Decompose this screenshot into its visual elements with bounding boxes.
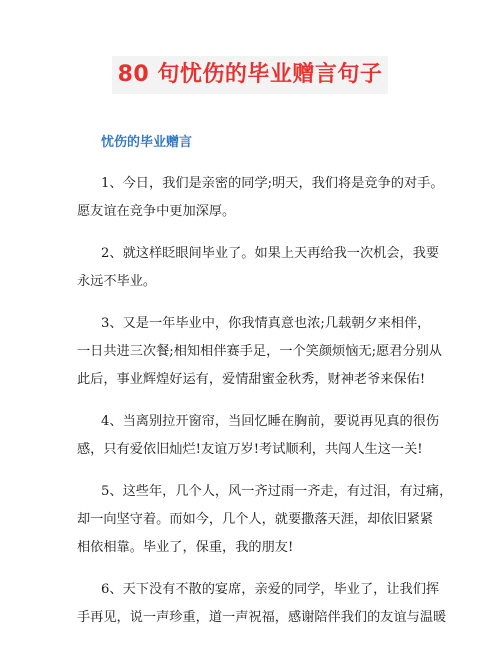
paragraph-5	[77, 478, 453, 562]
paragraph-1	[77, 170, 444, 226]
paragraph-line: 2、就这样眨眼间毕业了。如果上天再给我一次机会，我要	[101, 246, 440, 261]
paragraph-line: 5、这些年，几个人，风一齐过雨一齐走，有过泪，有过痛，	[101, 484, 453, 499]
paragraph-line: 一日共进三次餐;相知相伴赛手足，一个笑颜烦恼无;愿君分别从	[77, 344, 442, 359]
title-container	[0, 56, 500, 94]
paragraph-line: 永远不毕业。	[77, 274, 157, 289]
document-body	[77, 170, 453, 646]
paragraph-line: 相依相靠。毕业了，保重，我的朋友!	[77, 540, 294, 555]
paragraph-line: 却一向坚守着。而如今，几个人，就要撒落天涯，却依旧紧紧	[77, 512, 434, 527]
paragraph-line: 感，只有爱依旧灿烂!友谊万岁!考试顺利，共闯人生这一关!	[77, 442, 423, 457]
paragraph-line: 手再见，说一声珍重，道一声祝福，感谢陪伴我们的友谊与温暖	[77, 610, 447, 625]
paragraph-6	[77, 576, 447, 632]
paragraph-line: 1、今日，我们是亲密的同学;明天，我们将是竞争的对手。	[101, 176, 444, 191]
paragraph-line: 4、当离别拉开窗帘，当回忆睡在胸前，要说再见真的很伤	[101, 414, 440, 429]
paragraph-line: 3、又是一年毕业中，你我情真意也浓;几载朝夕来相伴，	[101, 316, 431, 331]
paragraph-4	[77, 408, 440, 464]
paragraph-line: 此后，事业辉煌好运有，爱情甜蜜金秋秀，财神老爷来保佑!	[77, 372, 426, 387]
document-title: 80 句忧伤的毕业赠言句子	[112, 56, 389, 94]
paragraph-2	[77, 240, 440, 296]
section-heading: 忧伤的毕业赠言	[101, 135, 193, 150]
paragraph-line: 6、天下没有不散的宴席，亲爱的同学，毕业了，让我们挥	[101, 582, 440, 597]
paragraph-3	[77, 310, 442, 394]
paragraph-line: 愿友谊在竞争中更加深厚。	[77, 204, 236, 219]
